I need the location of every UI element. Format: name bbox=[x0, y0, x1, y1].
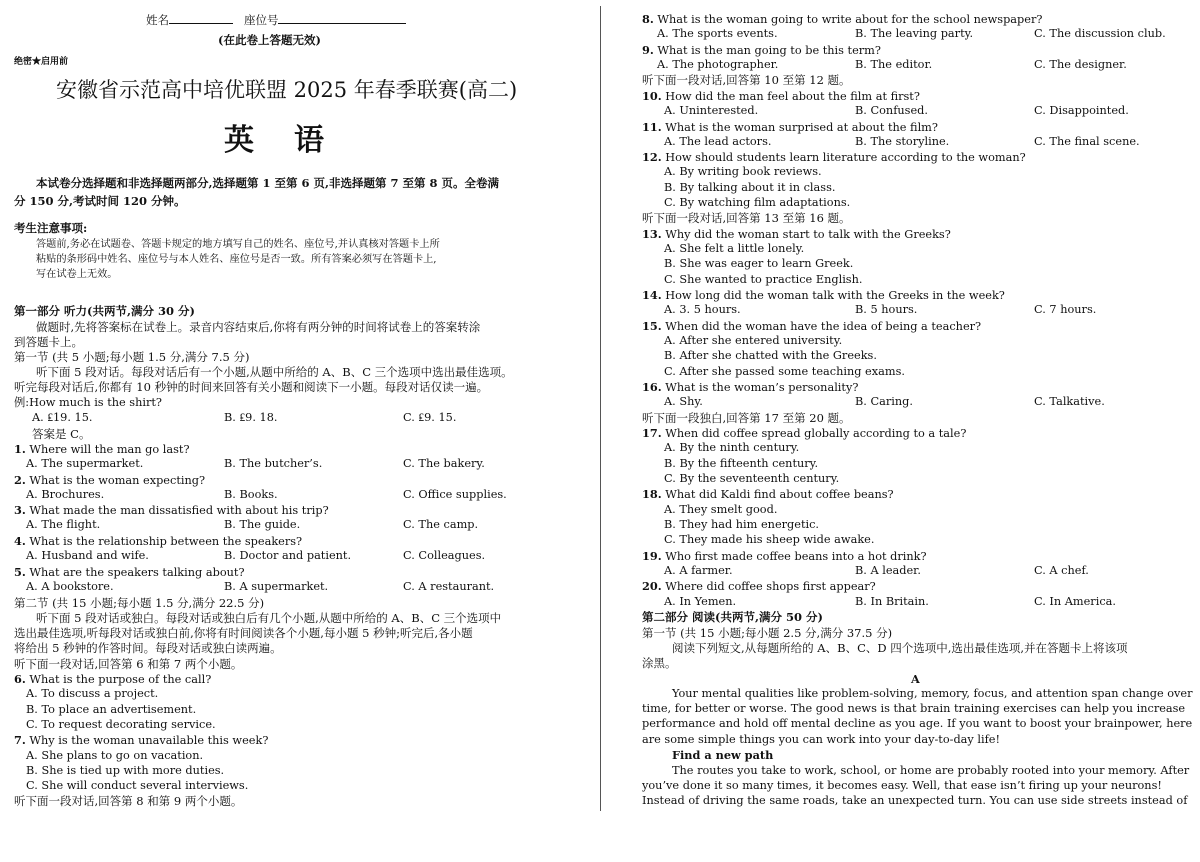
question-text: What is the woman’s personality? bbox=[665, 381, 859, 394]
secret-tag: 绝密★启用前 bbox=[14, 57, 69, 67]
question-text: What is the woman expecting? bbox=[29, 474, 206, 487]
option-a: A. Husband and wife. bbox=[26, 549, 149, 562]
option-b: B. 5 hours. bbox=[855, 303, 918, 316]
option-c: C. Talkative. bbox=[1034, 395, 1105, 408]
section2-title: 第二节 (共 15 小题;每小题 1.5 分,满分 22.5 分) bbox=[14, 596, 265, 610]
question-text: When did coffee spread globally according to a tale? bbox=[665, 427, 967, 440]
section2-instruction-1: 听下面 5 段对话或独白。每段对话或独白后有几个小题,从题中所给的 A、B、C 三个选项中 bbox=[36, 611, 502, 625]
example-options bbox=[14, 411, 598, 426]
option-c: C. The final scene. bbox=[1034, 135, 1140, 148]
question-text: Who first made coffee beans into a hot drink? bbox=[665, 550, 927, 563]
question-number: 19. bbox=[642, 549, 662, 563]
option-c: C. In America. bbox=[1034, 595, 1116, 608]
option-c: C. By the seventeenth century. bbox=[664, 472, 840, 485]
question-number: 2. bbox=[14, 473, 26, 487]
notice-title: 考生注意事项: bbox=[14, 221, 88, 235]
option-c: C. Disappointed. bbox=[1034, 104, 1129, 117]
option-a: A. She plans to go on vacation. bbox=[26, 749, 204, 762]
option-a: A. The photographer. bbox=[657, 58, 779, 71]
question-text: What is the relationship between the speakers? bbox=[29, 535, 303, 548]
option-b: B. Caring. bbox=[855, 395, 913, 408]
option-c: C. The designer. bbox=[1034, 58, 1127, 71]
passage-p2-line-3: Instead of driving the same roads, take an unexpected turn. You can use side streets instead of bbox=[642, 794, 1188, 807]
passage-p2-line-2: you’ve done it so many times, it becomes easy. Well, that ease isn’t firing up your neurons! bbox=[642, 779, 1162, 792]
question-number: 10. bbox=[642, 89, 662, 103]
option-a: A. Uninterested. bbox=[664, 104, 759, 117]
option-b: B. Doctor and patient. bbox=[224, 549, 352, 562]
option-a: A. The supermarket. bbox=[26, 457, 144, 470]
option-b: B. The guide. bbox=[224, 518, 301, 531]
question-text: When did the woman have the idea of being a teacher? bbox=[665, 320, 982, 333]
question-number: 3. bbox=[14, 503, 26, 517]
question-number: 1. bbox=[14, 442, 26, 456]
name-label: 姓名 bbox=[146, 13, 169, 27]
option-c: C. The camp. bbox=[403, 518, 479, 531]
direction-8-9: 听下面一段对话,回答第 8 和第 9 两个小题。 bbox=[14, 794, 243, 808]
option-b: B. By talking about it in class. bbox=[664, 181, 836, 194]
question-number: 8. bbox=[642, 12, 654, 26]
option-b: B. The editor. bbox=[855, 58, 933, 71]
question-text: What is the woman surprised at about the film? bbox=[665, 121, 938, 134]
question-number: 11. bbox=[642, 120, 662, 134]
notice-line-3: 写在试卷上无效。 bbox=[36, 269, 118, 280]
question-number: 5. bbox=[14, 565, 26, 579]
option-b: B. After she chatted with the Greeks. bbox=[664, 349, 877, 362]
direction-6-7: 听下面一段对话,回答第 6 和第 7 两个小题。 bbox=[14, 657, 243, 671]
option-a: A. In Yemen. bbox=[664, 595, 737, 608]
option-a: A. The flight. bbox=[26, 518, 101, 531]
option-c: C. By watching film adaptations. bbox=[664, 196, 851, 209]
section1-instruction-2: 听完每段对话后,你都有 10 秒钟的时间来回答有关小题和阅读下一小题。每段对话仅读一遍。 bbox=[14, 380, 489, 394]
option-a: A. The lead actors. bbox=[664, 135, 772, 148]
seat-blank bbox=[278, 12, 406, 24]
question-text: Where will the man go last? bbox=[29, 443, 190, 456]
example-option-a: A. ₤19. 15. bbox=[32, 411, 93, 424]
option-a: A. By writing book reviews. bbox=[664, 165, 822, 178]
notice-line-1: 答题前,务必在试题卷、答题卡规定的地方填写自己的姓名、座位号,并认真核对答题卡上所 bbox=[36, 239, 440, 250]
question-text: What made the man dissatisfied with about his trip? bbox=[29, 504, 329, 517]
example-answer: 答案是 C。 bbox=[32, 427, 91, 441]
exam-title: 安徽省示范高中培优联盟 2025 年春季联赛(高二) bbox=[56, 78, 518, 102]
question-text: Why is the woman unavailable this week? bbox=[29, 734, 269, 747]
option-c: C. They made his sheep wide awake. bbox=[664, 533, 875, 546]
passage-subhead: Find a new path bbox=[672, 748, 774, 762]
option-c: C. To request decorating service. bbox=[26, 718, 216, 731]
intro-line-1: 本试卷分选择题和非选择题两部分,选择题第 1 至第 6 页,非选择题第 7 至第 8 页。全卷满 bbox=[36, 176, 500, 190]
option-b: B. By the fifteenth century. bbox=[664, 457, 819, 470]
question-text: Where did coffee shops first appear? bbox=[665, 580, 876, 593]
question-text: What is the purpose of the call? bbox=[29, 673, 212, 686]
question-number: 16. bbox=[642, 380, 662, 394]
question-number: 15. bbox=[642, 319, 662, 333]
option-b: B. To place an advertisement. bbox=[26, 703, 197, 716]
example-question: 例:How much is the shirt? bbox=[14, 396, 162, 409]
question-number: 4. bbox=[14, 534, 26, 548]
option-c: C. A restaurant. bbox=[403, 580, 495, 593]
name-blank bbox=[169, 12, 233, 24]
question-text: What are the speakers talking about? bbox=[29, 566, 245, 579]
option-a: A. By the ninth century. bbox=[664, 441, 800, 454]
direction-13-16: 听下面一段对话,回答第 13 至第 16 题。 bbox=[642, 211, 851, 225]
subject-title: 英语 bbox=[224, 123, 364, 158]
option-a: A. They smelt good. bbox=[664, 503, 778, 516]
example-option-c: C. ₤9. 15. bbox=[403, 411, 457, 424]
part1-instruction-1: 做题时,先将答案标在试卷上。录音内容结束后,你将有两分钟的时间将试卷上的答案转涂 bbox=[36, 320, 481, 334]
option-a: A. Brochures. bbox=[26, 488, 105, 501]
option-c: C. Office supplies. bbox=[403, 488, 507, 501]
question-number: 20. bbox=[642, 579, 662, 593]
question-text: How long did the woman talk with the Greeks in the week? bbox=[665, 289, 1005, 302]
question-text: How should students learn literature according to the woman? bbox=[665, 151, 1026, 164]
section2-instruction-3: 将给出 5 秒钟的作答时间。每段对话或独白读两遍。 bbox=[14, 641, 282, 655]
option-c: C. After she passed some teaching exams. bbox=[664, 365, 905, 378]
option-b: B. She is tied up with more duties. bbox=[26, 764, 225, 777]
passage-p1-line-4: are some simple things you can work into your day-to-day life! bbox=[642, 733, 1001, 746]
option-c: C. The bakery. bbox=[403, 457, 485, 470]
intro-line-2: 分 150 分,考试时间 120 分钟。 bbox=[14, 194, 186, 208]
passage-p1-line-2: time, for better or worse. The good news is that brain training exercises can help you increase bbox=[642, 702, 1186, 715]
passage-p1-line-1: Your mental qualities like problem-solving, memory, focus, and attention span change over bbox=[672, 687, 1193, 700]
passage-p2-line-1: The routes you take to work, school, or home are probably rooted into your memory. After bbox=[672, 764, 1190, 777]
part2-direction-1: 阅读下列短文,从每题所给的 A、B、C、D 四个选项中,选出最佳选项,并在答题卡上将该项 bbox=[672, 641, 1128, 655]
direction-17-20: 听下面一段独白,回答第 17 至第 20 题。 bbox=[642, 411, 851, 425]
section1-instruction-1: 听下面 5 段对话。每段对话后有一个小题,从题中所给的 A、B、C 三个选项中选出最佳选项。 bbox=[36, 365, 513, 379]
option-c: C. A chef. bbox=[1034, 564, 1089, 577]
option-b: B. She was eager to learn Greek. bbox=[664, 257, 854, 270]
column-divider bbox=[600, 6, 601, 811]
section1-title: 第一节 (共 5 小题;每小题 1.5 分,满分 7.5 分) bbox=[14, 350, 250, 364]
option-b: B. The butcher’s. bbox=[224, 457, 323, 470]
seat-label: 座位号 bbox=[243, 13, 279, 27]
passage-label: A bbox=[911, 672, 920, 686]
part2-direction-2: 涂黑。 bbox=[642, 656, 677, 670]
question-number: 12. bbox=[642, 150, 662, 164]
question-number: 18. bbox=[642, 487, 662, 501]
notice-line-2: 粘贴的条形码中姓名、座位号与本人姓名、座位号是否一致。所有答案必须写在答题卡上, bbox=[36, 254, 437, 265]
option-a: A. 3. 5 hours. bbox=[664, 303, 741, 316]
option-b: B. They had him energetic. bbox=[664, 518, 820, 531]
name-seat-line bbox=[146, 12, 406, 27]
option-b: B. Books. bbox=[224, 488, 278, 501]
option-b: B. A supermarket. bbox=[224, 580, 329, 593]
option-c: C. She will conduct several interviews. bbox=[26, 779, 249, 792]
question-text: What is the woman going to write about for the school newspaper? bbox=[657, 13, 1043, 26]
option-b: B. The leaving party. bbox=[855, 27, 974, 40]
option-b: B. The storyline. bbox=[855, 135, 950, 148]
option-c: C. 7 hours. bbox=[1034, 303, 1097, 316]
direction-10-12: 听下面一段对话,回答第 10 至第 12 题。 bbox=[642, 73, 851, 87]
option-a: A. After she entered university. bbox=[664, 334, 843, 347]
option-a: A. To discuss a project. bbox=[26, 687, 159, 700]
part1-instruction-2: 到答题卡上。 bbox=[14, 335, 83, 349]
question-number: 9. bbox=[642, 43, 654, 57]
question-text: Why did the woman start to talk with the Greeks? bbox=[665, 228, 951, 241]
question-text: What did Kaldi find about coffee beans? bbox=[665, 488, 894, 501]
part1-title: 第一部分 听力(共两节,满分 30 分) bbox=[14, 304, 195, 318]
option-c: C. The discussion club. bbox=[1034, 27, 1166, 40]
option-a: A. Shy. bbox=[664, 395, 703, 408]
option-b: B. In Britain. bbox=[855, 595, 929, 608]
part2-section1-title: 第一节 (共 15 小题;每小题 2.5 分,满分 37.5 分) bbox=[642, 626, 893, 640]
question-number: 6. bbox=[14, 672, 26, 686]
question-text: How did the man feel about the film at first? bbox=[665, 90, 920, 103]
example-option-b: B. ₤9. 18. bbox=[224, 411, 278, 424]
option-a: A. A farmer. bbox=[664, 564, 733, 577]
question-number: 7. bbox=[14, 733, 26, 747]
question-number: 17. bbox=[642, 426, 662, 440]
invalid-note: (在此卷上答题无效) bbox=[218, 33, 321, 47]
question-text: What is the man going to be this term? bbox=[657, 44, 881, 57]
option-a: A. A bookstore. bbox=[26, 580, 114, 593]
option-c: C. Colleagues. bbox=[403, 549, 486, 562]
option-c: C. She wanted to practice English. bbox=[664, 273, 863, 286]
option-b: B. Confused. bbox=[855, 104, 928, 117]
part2-title: 第二部分 阅读(共两节,满分 50 分) bbox=[642, 610, 823, 624]
question-number: 13. bbox=[642, 227, 662, 241]
section2-instruction-2: 选出最佳选项,听每段对话或独白前,你将有时间阅读各个小题,每小题 5 秒钟;听完后,各小题 bbox=[14, 626, 473, 640]
option-a: A. She felt a little lonely. bbox=[664, 242, 805, 255]
passage-p1-line-3: performance and hold off mental decline as you age. If you want to boost your brainpower, here bbox=[642, 717, 1193, 730]
option-a: A. The sports events. bbox=[657, 27, 778, 40]
question-number: 14. bbox=[642, 288, 662, 302]
option-b: B. A leader. bbox=[855, 564, 921, 577]
